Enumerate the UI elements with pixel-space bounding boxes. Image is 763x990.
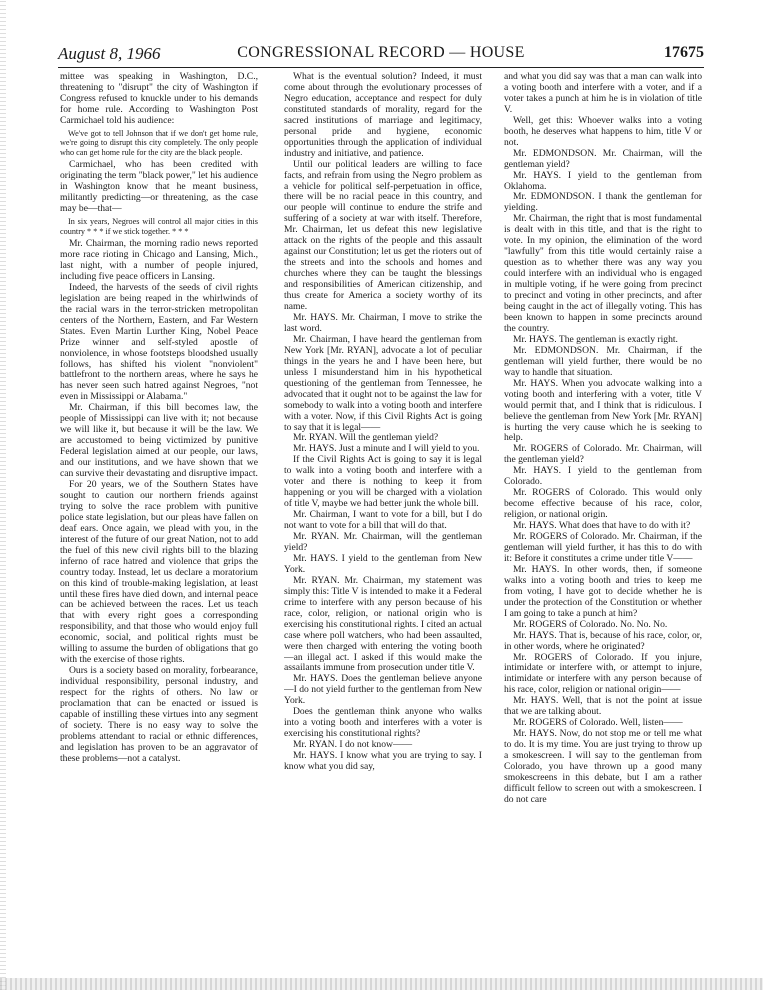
header-date: August 8, 1966 [58, 44, 161, 63]
body-paragraph: Mr. HAYS. Does the gentleman believe anyone—I do not yield further to the gentleman from New York. [284, 673, 482, 707]
body-paragraph: Indeed, the harvests of the seeds of civil rights legislation are being reaped in the whirlwinds of the racial wars in the terror-stricken metropolitan centers of the Northern, Eastern, and Far Western States. Even Martin Lurther King, Nobel Peace Prize winner and self-styled apostle of nonviolence, in whose footsteps bloodshed usually follows, has shifted his violent "nonviolent" battlefront to the northern areas, where he says he has never seen such hatred against Negroes, "not even in Mississippi or Alabama." [60, 281, 258, 403]
text-column-2 [284, 72, 482, 972]
body-paragraph: Mr. ROGERS of Colorado. If you injure, intimidate or interfere with, or attempt to injure, intimidate or interfere with any person because of his race, color, religion or national origin—— [504, 651, 702, 696]
body-paragraph: Mr. Chairman, the right that is most fundamental is dealt with in this title, and that is the right to vote. In my opinion, the elimination of the word "lawfully" from this title would certainly raise a question as to whether there was any way you could interfere with an individual who is engaged in multiple voting, if he were going from precinct to precinct and voting in other precincts, and after being caught in the act of illegally voting. This has been known to happen in some precincts around the country. [504, 213, 702, 334]
body-paragraph: Mr. EDMONDSON. Mr. Chairman, if the gentleman will yield further, there would be no way to handle that situation. [504, 344, 702, 378]
body-paragraph: Mr. Chairman, I have heard the gentleman from New York [Mr. RYAN], advocate a lot of peculiar things in the years he and I have been here, but unless I misunderstand him in his hypothetical questioning of the gentleman from Tennessee, he advocated that it ought not to be against the law for somebody to walk into a voting booth and interfere with a voter. Now, if this Civil Rights Act is going to say that it is legal—— [284, 333, 482, 433]
body-paragraph: Mr. HAYS. Just a minute and I will yield to you. [293, 443, 480, 455]
quotation-paragraph: We've got to tell Johnson that if we don't get home rule, we're going to disrupt this city completely. The only people who can get home rule for the city are the black people. [60, 128, 258, 157]
body-paragraph: Well, get this: Whoever walks into a voting booth, he deserves what happens to him, title V or not. [504, 114, 702, 148]
body-paragraph: Mr. HAYS. That is, because of his race, color, or, in other words, where he originated? [504, 629, 702, 652]
body-paragraph: Mr. ROGERS of Colorado. This would only become effective because of his race, color, religion, or national origin. [504, 487, 702, 521]
body-paragraph: Mr. HAYS. I yield to the gentleman from New York. [284, 552, 482, 575]
text-column-1 [60, 72, 258, 972]
body-paragraph: Mr. HAYS. The gentleman is exactly right. [513, 333, 678, 345]
scan-edge-bottom [0, 978, 763, 990]
body-paragraph: Mr. HAYS. In other words, then, if someone walks into a voting booth and tries to keep me from voting, I have got to decide whether he is under the protection of the Constitution or whether I am going to take a punch at him? [504, 563, 702, 619]
body-paragraph: Mr. RYAN. Mr. Chairman, will the gentleman yield? [284, 531, 482, 553]
body-paragraph: Mr. ROGERS of Colorado. Mr. Chairman, will the gentleman yield? [504, 443, 702, 466]
body-paragraph: Mr. HAYS. Well, that is not the point at issue that we are talking about. [504, 695, 702, 718]
body-paragraph: Mr. RYAN. Mr. Chairman, my statement was simply this: Title V is intended to make it a Federal crime to interfere with any person because of his race, color, religion, or national origin who is exercising his constitutional rights. I cited an actual case where poll watchers, who had been assaulted, were then charged with entering the voting booth—an illegal act. I asked if this would make the assailants immune from prosecution under title V. [284, 574, 482, 674]
page-header [58, 44, 704, 66]
body-paragraph: Mr. EDMONDSON. Mr. Chairman, will the gentleman yield? [504, 147, 702, 170]
body-paragraph: What is the eventual solution? Indeed, it must come about through the evolutionary processes of Negro education, acceptance and respect for duly constituted standards of morality, regard for the sacred institutions of marriage and legitimacy, personal pride and hygiene, economic opportunities through the application of individual industry and initiative, and patience. [284, 72, 482, 159]
body-paragraph: Ours is a society based on morality, forbearance, individual responsibility, personal industry, and respect for the rights of others. No law or proclamation that can be enacted or issued is capable of instilling these virtues into any segment of society. There is no easy way to solve the problems attendant to racial or ethnic differences, and legislation has proven to be an aggravator of these problems—not a catalyst. [60, 665, 258, 764]
header-title: CONGRESSIONAL RECORD — HOUSE [237, 44, 525, 61]
body-paragraph: Mr. HAYS. I yield to the gentleman from Oklahoma. [504, 169, 702, 192]
text-column-3 [504, 72, 702, 972]
body-paragraph: Carmichael, who has been credited with originating the term "black power," let his audience in Washington know that he meant business, militantly predicting—or threatening, as the case may be—that— [60, 159, 258, 215]
body-paragraph: Mr. ROGERS of Colorado. No. No. No. [513, 618, 668, 630]
body-paragraph: Mr. ROGERS of Colorado. Mr. Chairman, if the gentleman will yield further, it has this to do with it: Before it constitutes a crime under title V—— [504, 531, 702, 564]
body-paragraph: and what you did say was that a man can walk into a voting booth and interfere with a voter, and if a voter takes a punch at him he is in violation of title V. [504, 72, 702, 115]
body-paragraph: Mr. RYAN. Will the gentleman yield? [293, 432, 439, 444]
body-paragraph: Mr. HAYS. I yield to the gentleman from Colorado. [504, 465, 702, 488]
body-paragraph: Mr. HAYS. Mr. Chairman, I move to strike the last word. [284, 311, 482, 334]
body-paragraph: Mr. Chairman, I want to vote for a bill, but I do not want to vote for a bill that will do that. [284, 509, 482, 532]
body-paragraph: Mr. Chairman, if this bill becomes law, the people of Mississippi can live with it; not because we will like it, but because it will be the law. We are accustomed to being victimized by punitive Federal legislation aimed at our people, our laws, and our institutions, and we have shown that we can survive their devastating and disruptive impact. [60, 402, 258, 480]
body-paragraph: Mr. HAYS. I know what you are trying to say. I know what you did say, [284, 750, 482, 773]
body-paragraph: Until our political leaders are willing to face facts, and refrain from using the Negro problem as a vehicle for political self-perpetuation in office, there will be no racial peace in this country, and our people will continue to endure the strife and suffering of a society at war with itself. Therefore, Mr. Chairman, let us defeat this new legislative attack on the rights of the people and this assault against our Constitution; let us get the rioters out of the streets and into the schools and homes and churches where they can be taught the blessings and responsibilities of American citizenship, and thus create for America a society worthy of its name. [284, 158, 482, 313]
body-paragraph: Mr. HAYS. Now, do not stop me or tell me what to do. It is my time. You are just trying to throw up a smokescreen. I will say to the gentleman from Colorado, you have thrown up a good many smokescreens in this debate, but I am a rather difficult fellow to screen out with a smokescreen. I do not care [504, 728, 702, 805]
body-paragraph: Mr. ROGERS of Colorado. Well, listen—— [513, 717, 683, 729]
body-paragraph: Mr. HAYS. What does that have to do with it? [513, 520, 691, 532]
body-paragraph: For 20 years, we of the Southern States have sought to caution our northern friends against trying to solve the race problem with punitive police state legislation, but our pleas have fallen on deaf ears. Once again, we plead with you, in the interest of the future of our great Nation, not to add the fuel of this new civil rights bill to the blazing inferno of race hatred and violence that grips the country today. Instead, let us declare a moratorium on this kind of trouble-making legislation, at least until these fires have died down, and internal peace can be achieved between the races. Let us teach that with every right goes a corresponding responsibility, and that those who would enjoy full economic, social, and political rights must be willing to assume the burden of obligations that go with the exercise of those rights. [60, 479, 258, 666]
body-paragraph: Mr. RYAN. I do not know—— [293, 739, 413, 751]
quotation-paragraph: In six years, Negroes will control all major cities in this country * * * if we stick together. * * * [60, 217, 258, 236]
body-paragraph: mittee was speaking in Washington, D.C., threatening to "disrupt" the city of Washington if Congress refused to knuckle under to his demands for home rule. According to Washington Post Carmichael told his audience: [60, 72, 258, 126]
scan-edge-left [0, 0, 6, 990]
body-paragraph: Does the gentleman think anyone who walks into a voting booth and interferes with a voter is exercising his constitutional rights? [284, 706, 482, 740]
header-rule [58, 67, 704, 68]
body-paragraph: Mr. Chairman, the morning radio news reported more race rioting in Chicago and Lansing, Mich., last night, with a number of people injured, including five peace officers in Lansing. [60, 238, 258, 282]
body-paragraph: Mr. EDMONDSON. I thank the gentleman for yielding. [504, 191, 702, 214]
header-page-number: 17675 [664, 44, 704, 61]
body-paragraph: If the Civil Rights Act is going to say it is legal to walk into a voting booth and interfere with a voter and there is nothing to keep it from happening or you will be charged with a violation of title V, maybe we had better junk the whole bill. [284, 454, 482, 510]
body-paragraph: Mr. HAYS. When you advocate walking into a voting booth and interfering with a voter, title V would permit that, and I think that is ridiculous. I believe the gentleman from New York [Mr. RYAN] is hurting the very cause which he is seeking to help. [504, 377, 702, 444]
